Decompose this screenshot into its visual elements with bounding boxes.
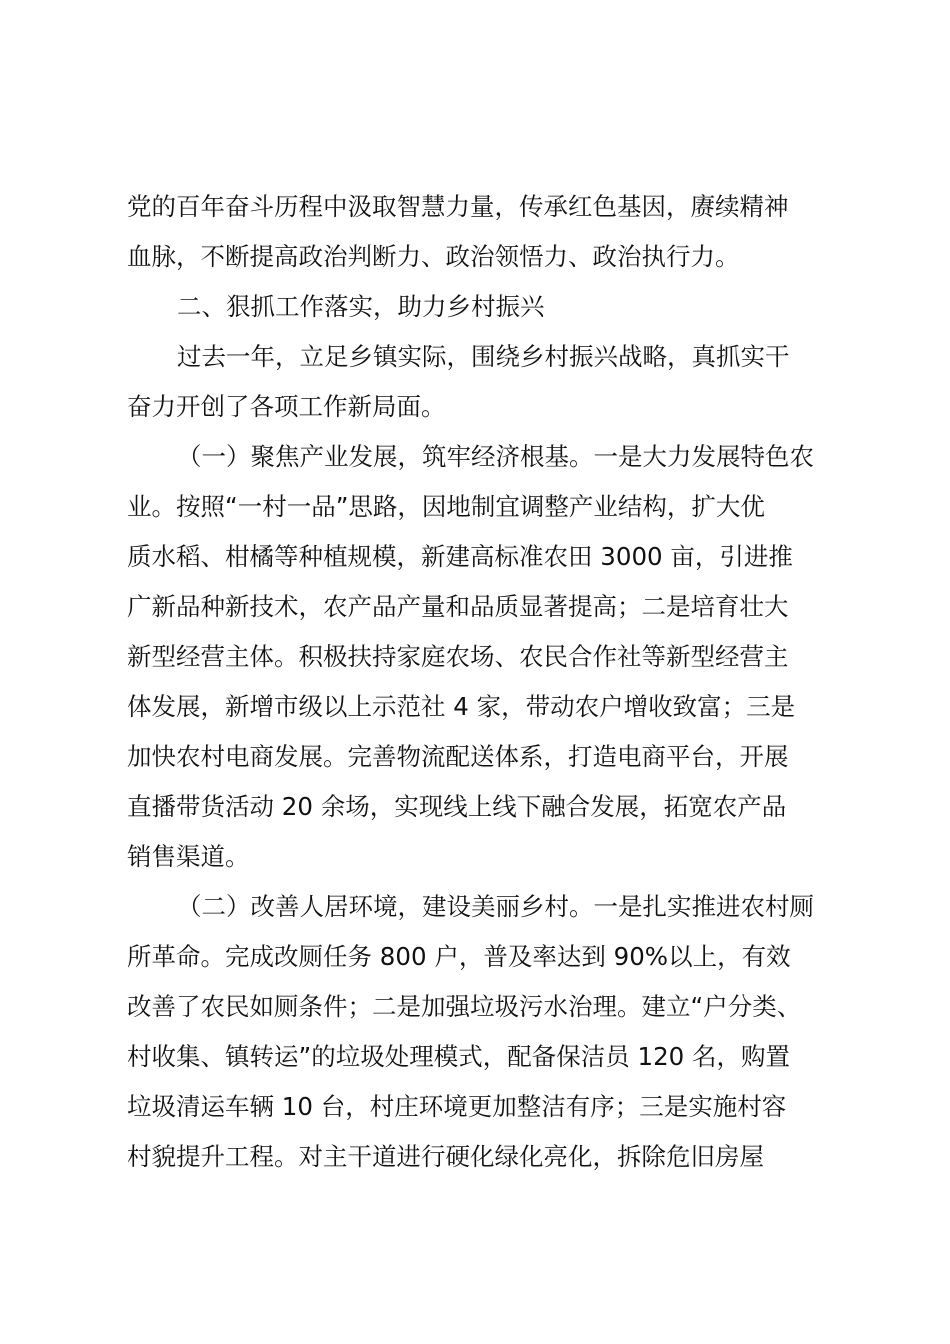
text-line: 血脉，不断提高政治判断力、政治领悟力、政治执行力。 — [127, 242, 740, 271]
text-line: 村收集、镇转运”的垃圾处理模式，配备保洁员 120 名，购置 — [127, 1042, 791, 1071]
text-line: （二）改善人居环境，建设美丽乡村。一是扎实推进农村厕 — [177, 892, 814, 921]
paragraph-heading-2 — [127, 282, 837, 332]
text-line: 新型经营主体。积极扶持家庭农场、农民合作社等新型经营主 — [127, 642, 789, 671]
paragraph-environment — [127, 882, 837, 1182]
text-line: 改善了农民如厕条件；二是加强垃圾污水治理。建立“户分类、 — [127, 992, 802, 1021]
text-line: 加快农村电商发展。完善物流配送体系，打造电商平台，开展 — [127, 742, 789, 771]
paragraph-intro — [127, 332, 837, 432]
paragraph-continuation — [127, 182, 837, 282]
text-line: 销售渠道。 — [127, 842, 250, 871]
text-line: 直播带货活动 20 余场，实现线上线下融合发展，拓宽农产品 — [127, 792, 787, 821]
paragraph-industry — [127, 432, 837, 882]
text-line: 奋力开创了各项工作新局面。 — [127, 392, 446, 421]
text-line: 村貌提升工程。对主干道进行硬化绿化亮化，拆除危旧房屋 — [127, 1142, 764, 1171]
text-line: 质水稻、柑橘等种植规模，新建高标准农田 3000 亩，引进推 — [127, 542, 793, 571]
text-line: 业。按照“一村一品”思路，因地制宜调整产业结构，扩大优 — [127, 492, 765, 521]
text-line: 垃圾清运车辆 10 台，村庄环境更加整洁有序；三是实施村容 — [127, 1092, 787, 1121]
document-body — [127, 182, 837, 1182]
text-line: 广新品种新技术，农产品产量和品质显著提高；二是培育壮大 — [127, 592, 789, 621]
text-line: （一）聚焦产业发展，筑牢经济根基。一是大力发展特色农 — [177, 442, 814, 471]
text-line: 二、狠抓工作落实，助力乡村振兴 — [177, 292, 545, 321]
text-line: 所革命。完成改厕任务 800 户，普及率达到 90%以上，有效 — [127, 942, 791, 971]
text-line: 党的百年奋斗历程中汲取智慧力量，传承红色基因，赓续精神 — [127, 192, 789, 221]
text-line: 体发展，新增市级以上示范社 4 家，带动农户增收致富；三是 — [127, 692, 796, 721]
text-line: 过去一年，立足乡镇实际，围绕乡村振兴战略，真抓实干 — [177, 342, 790, 371]
